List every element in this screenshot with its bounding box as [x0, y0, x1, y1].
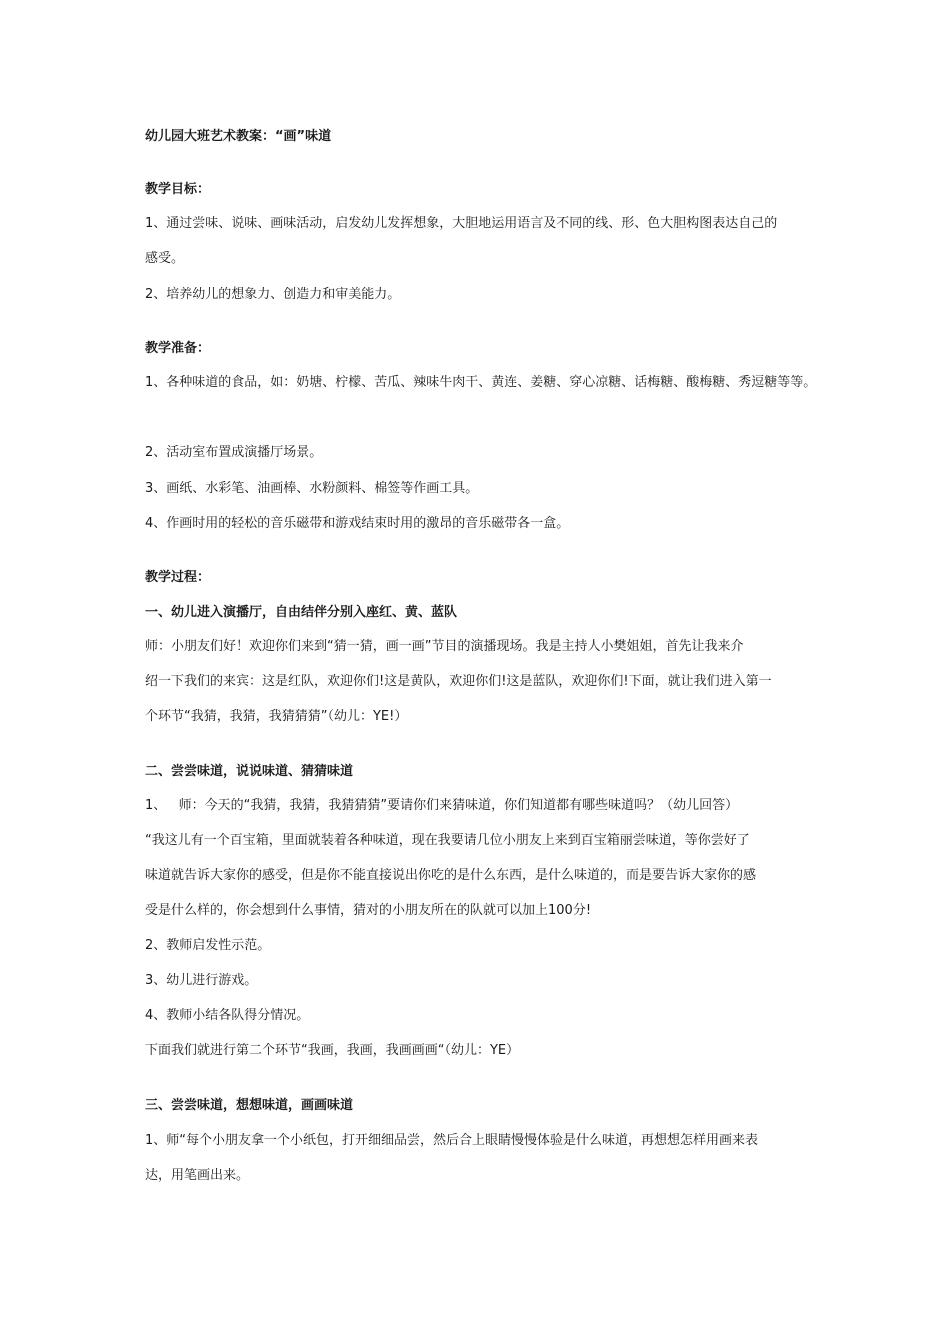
section-2-line-2: “我这儿有一个百宝箱，里面就装着各种味道，现在我要请几位小朋友上来到百宝箱丽尝味道，等你尝好了 — [145, 833, 750, 848]
section-1-line-3: 个环节“我猜，我猜，我猜猜猜”（幼儿：YE!） — [145, 709, 408, 724]
goals-item-2: 2、培养幼儿的想象力、创造力和审美能力。 — [145, 287, 401, 302]
process-heading: 教学过程： — [145, 570, 211, 585]
goals-item-1-line-2: 感受。 — [145, 251, 185, 266]
goals-heading: 教学目标： — [145, 182, 211, 197]
section-1-line-1: 师：小朋友们好！欢迎你们来到“猜一猜，画一画”节目的演播现场。我是主持人小樊姐姐，首先让我来介 — [145, 639, 744, 654]
section-2-line-1: 1、 师：今天的“我猜，我猜，我猜猜猜”要请你们来猜味道，你们知道都有哪些味道吗？（幼儿回答） — [145, 798, 739, 813]
goals-item-1-line-1: 1、通过尝味、说味、画味活动，启发幼儿发挥想象，大胆地运用语言及不同的线、形、色大胆构图表达自己的 — [145, 216, 778, 231]
preparation-item-4: 4、作画时用的轻松的音乐磁带和游戏结束时用的激昂的音乐磁带各一盒。 — [145, 516, 570, 531]
section-2-item-4: 4、教师小结各队得分情况。 — [145, 1008, 310, 1023]
section-2-item-3: 3、幼儿进行游戏。 — [145, 973, 258, 988]
section-3-line-1: 1、师“每个小朋友拿一个小纸包，打开细细品尝，然后合上眼睛慢慢体验是什么味道，再想想怎样用画来表 — [145, 1133, 759, 1148]
section-1-heading: 一、幼儿进入演播厅，自由结伴分别入座红、黄、蓝队 — [145, 605, 458, 620]
document-title: 幼儿园大班艺术教案：“画”味道 — [145, 129, 332, 144]
section-3-line-2: 达，用笔画出来。 — [145, 1168, 250, 1183]
preparation-item-1: 1、各种味道的食品，如：奶塘、柠檬、苦瓜、辣味牛肉干、黄连、姜糖、穿心凉糖、话梅糖、酸梅糖、秀逗糖等等。 — [145, 375, 817, 390]
preparation-heading: 教学准备： — [145, 341, 211, 356]
section-2-line-3: 味道就告诉大家你的感受，但是你不能直接说出你吃的是什么东西，是什么味道的，而是要告诉大家你的感 — [145, 868, 757, 883]
section-2-item-2: 2、教师启发性示范。 — [145, 938, 271, 953]
preparation-item-2: 2、活动室布置成演播厅场景。 — [145, 445, 323, 460]
preparation-item-3: 3、画纸、水彩笔、油画棒、水粉颜料、棉签等作画工具。 — [145, 481, 479, 496]
section-2-transition: 下面我们就进行第二个环节“我画，我画，我画画画“（幼儿：YE） — [145, 1043, 520, 1058]
section-2-heading: 二、尝尝味道，说说味道、猜猜味道 — [145, 764, 354, 779]
section-1-line-2: 绍一下我们的来宾：这是红队，欢迎你们!这是黄队，欢迎你们!这是蓝队，欢迎你们!下面，就让我们进入第一 — [145, 674, 772, 689]
section-3-heading: 三、尝尝味道，想想味道，画画味道 — [145, 1098, 354, 1113]
section-2-line-4: 受是什么样的，你会想到什么事情，猜对的小朋友所在的队就可以加上100分! — [145, 903, 592, 918]
